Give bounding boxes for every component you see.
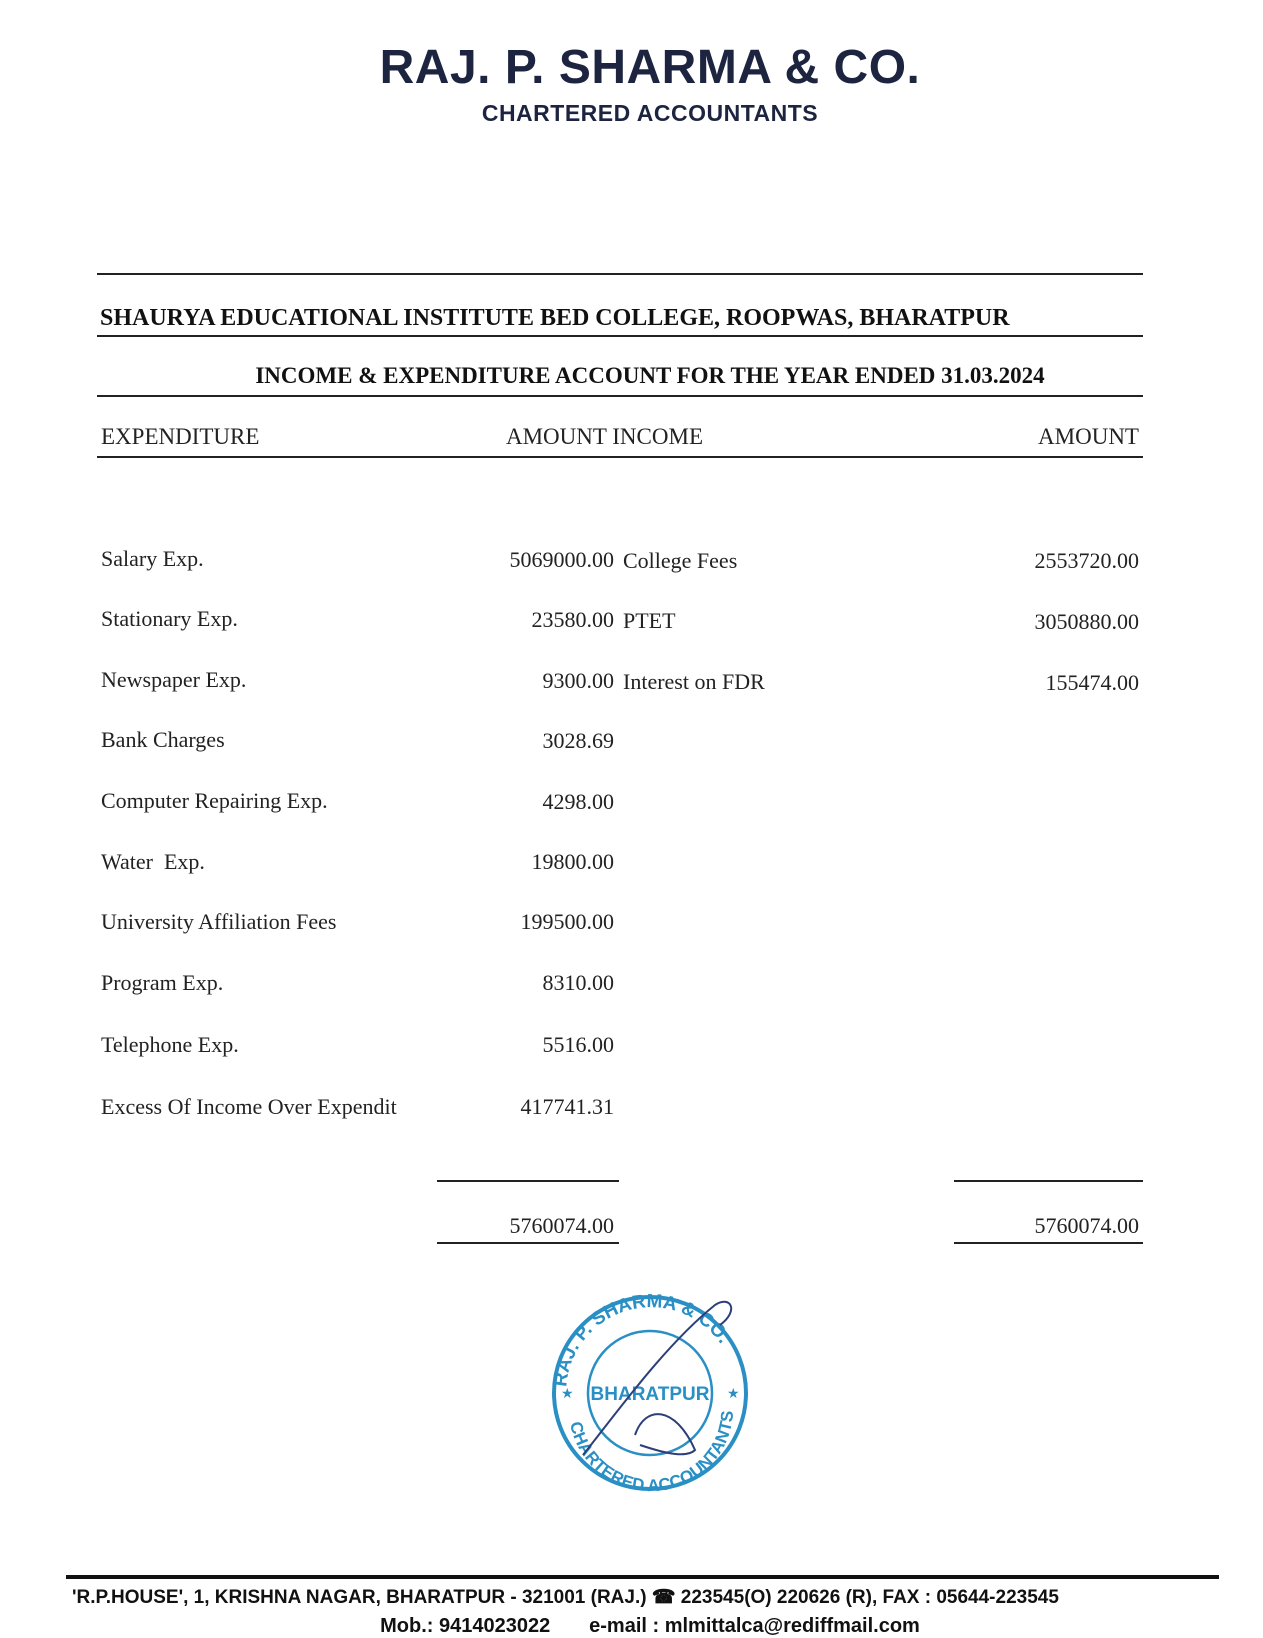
header-expenditure: EXPENDITURE	[101, 424, 260, 449]
statement-title: INCOME & EXPENDITURE ACCOUNT FOR THE YEAR ENDED 31.03.2024	[255, 363, 1045, 388]
expenditure-amount: 3028.69	[542, 728, 614, 753]
expenditure-total-rule-top	[437, 1180, 619, 1182]
firm-name: RAJ. P. SHARMA & CO.	[379, 41, 921, 94]
footer-contact: Mob.: 9414023022 e-mail : mlmittalca@rediffmail.com	[380, 1615, 920, 1637]
expenditure-amount: 5069000.00	[509, 547, 614, 572]
svg-text:CHARTERED ACCOUNTANTS: CHARTERED ACCOUNTANTS	[566, 1409, 738, 1495]
income-amount: 3050880.00	[1034, 609, 1139, 634]
entity-name: SHAURYA EDUCATIONAL INSTITUTE BED COLLEGE, ROOPWAS, BHARATPUR	[100, 305, 1010, 331]
expenditure-total-rule-bottom	[437, 1242, 619, 1244]
svg-text:★: ★	[727, 1385, 740, 1401]
expenditure-label: Computer Repairing Exp.	[101, 788, 328, 813]
expenditure-total: 5760074.00	[509, 1213, 614, 1238]
expenditure-label: University Affiliation Fees	[101, 909, 337, 934]
income-label: PTET	[623, 608, 676, 633]
stamp-center-text: BHARATPUR	[590, 1384, 710, 1405]
title-underline	[97, 395, 1143, 397]
expenditure-label: Salary Exp.	[101, 546, 204, 571]
entity-underline	[97, 335, 1143, 337]
firm-subtitle: CHARTERED ACCOUNTANTS	[481, 100, 819, 126]
header-amount: AMOUNT	[1038, 424, 1139, 449]
svg-text:★: ★	[561, 1385, 574, 1401]
expenditure-label: Water Exp.	[101, 849, 205, 874]
income-total: 5760074.00	[1034, 1213, 1139, 1238]
expenditure-label: Excess Of Income Over Expendit	[101, 1094, 397, 1119]
svg-text:RAJ. P. SHARMA & CO.: RAJ. P. SHARMA & CO.	[550, 1291, 735, 1388]
top-rule	[97, 273, 1143, 275]
expenditure-amount: 23580.00	[531, 607, 614, 632]
footer-rule	[66, 1575, 1219, 1579]
expenditure-label: Bank Charges	[101, 727, 225, 752]
income-amount: 155474.00	[1045, 670, 1139, 695]
expenditure-label: Telephone Exp.	[101, 1032, 239, 1057]
expenditure-amount: 5516.00	[542, 1032, 614, 1057]
expenditure-label: Stationary Exp.	[101, 606, 238, 631]
expenditure-amount: 9300.00	[542, 668, 614, 693]
firm-seal-stamp	[545, 1285, 755, 1495]
expenditure-amount: 8310.00	[542, 970, 614, 995]
income-total-rule-top	[954, 1180, 1143, 1182]
expenditure-label: Newspaper Exp.	[101, 667, 247, 692]
expenditure-amount: 19800.00	[531, 849, 614, 874]
expenditure-label: Program Exp.	[101, 970, 224, 995]
income-total-rule-bottom	[954, 1242, 1143, 1244]
header-amount-income: AMOUNT INCOME	[506, 424, 703, 449]
expenditure-amount: 4298.00	[542, 789, 614, 814]
header-underline	[97, 456, 1143, 458]
income-label: College Fees	[623, 548, 738, 573]
expenditure-amount: 199500.00	[520, 909, 614, 934]
income-amount: 2553720.00	[1034, 548, 1139, 573]
expenditure-amount: 417741.31	[520, 1094, 614, 1119]
income-label: Interest on FDR	[623, 669, 765, 694]
footer-address: 'R.P.HOUSE', 1, KRISHNA NAGAR, BHARATPUR - 321001 (RAJ.) ☎ 223545(O) 220626 (R), FAX : 05644-223545	[72, 1587, 1059, 1608]
